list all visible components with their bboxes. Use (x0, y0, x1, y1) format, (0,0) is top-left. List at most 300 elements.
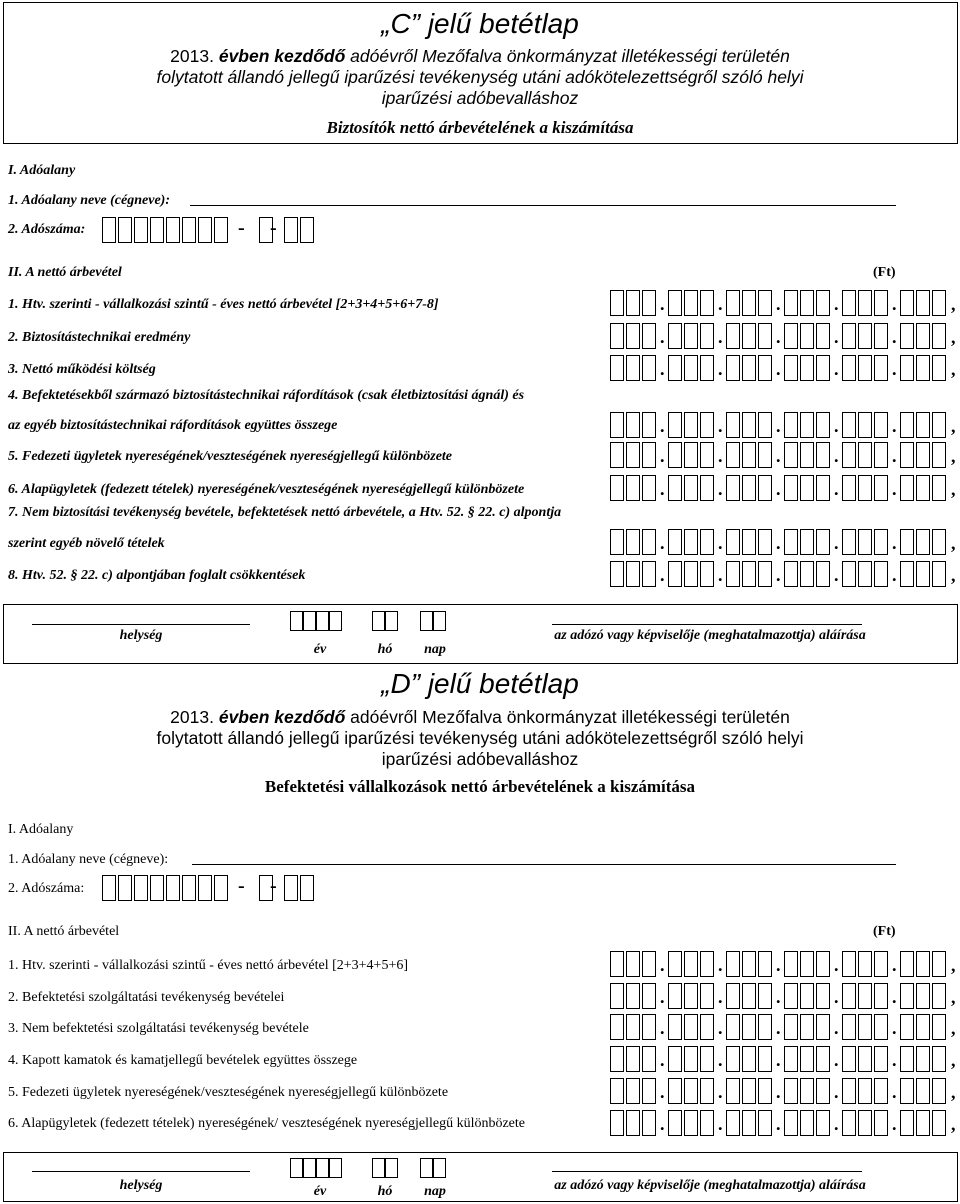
amount-digit-box[interactable] (610, 561, 624, 587)
amount-digit-box[interactable] (932, 1014, 946, 1040)
amount-digit-box[interactable] (874, 1014, 888, 1040)
amount-digit-box[interactable] (858, 1014, 872, 1040)
amount-digit-box[interactable] (610, 1014, 624, 1040)
amount-digit-box[interactable] (932, 529, 946, 555)
amount-digit-box[interactable] (626, 951, 640, 977)
amount-digit-box[interactable] (800, 290, 814, 316)
amount-digit-box[interactable] (758, 323, 772, 349)
amount-digit-box[interactable] (900, 412, 914, 438)
amount-digit-box[interactable] (642, 442, 656, 468)
amount-digit-box[interactable] (858, 355, 872, 381)
taxno-digit-box[interactable] (182, 217, 196, 243)
amount-digit-box[interactable] (858, 1078, 872, 1104)
taxno-digit-box[interactable] (134, 875, 148, 901)
taxno-digit-box[interactable] (102, 875, 116, 901)
amount-digit-box[interactable] (626, 1078, 640, 1104)
amount-digit-box[interactable] (684, 355, 698, 381)
amount-digit-box[interactable] (874, 1110, 888, 1136)
amount-digit-box[interactable] (758, 355, 772, 381)
amount-digit-box[interactable] (610, 983, 624, 1009)
amount-digit-box[interactable] (642, 1014, 656, 1040)
amount-digit-box[interactable] (800, 1110, 814, 1136)
c-name-field[interactable] (190, 205, 896, 206)
amount-digit-box[interactable] (742, 561, 756, 587)
amount-digit-box[interactable] (800, 561, 814, 587)
amount-digit-box[interactable] (916, 1046, 930, 1072)
amount-digit-box[interactable] (610, 529, 624, 555)
amount-digit-box[interactable] (816, 561, 830, 587)
amount-digit-box[interactable] (684, 323, 698, 349)
amount-digit-box[interactable] (700, 290, 714, 316)
amount-digit-box[interactable] (742, 1014, 756, 1040)
taxno-digit-box[interactable] (214, 217, 228, 243)
d-place-line[interactable] (32, 1171, 250, 1172)
amount-digit-box[interactable] (726, 323, 740, 349)
amount-digit-box[interactable] (684, 951, 698, 977)
amount-digit-box[interactable] (816, 1110, 830, 1136)
amount-digit-box[interactable] (932, 323, 946, 349)
amount-digit-box[interactable] (742, 1078, 756, 1104)
amount-digit-box[interactable] (726, 290, 740, 316)
amount-digit-box[interactable] (668, 290, 682, 316)
amount-digit-box[interactable] (726, 442, 740, 468)
amount-digit-box[interactable] (874, 1046, 888, 1072)
amount-digit-box[interactable] (684, 561, 698, 587)
amount-digit-box[interactable] (900, 355, 914, 381)
amount-digit-box[interactable] (900, 475, 914, 501)
amount-digit-box[interactable] (900, 951, 914, 977)
amount-thousands-dot: . (892, 955, 897, 975)
amount-digit-box[interactable] (784, 1078, 798, 1104)
amount-digit-box[interactable] (700, 1046, 714, 1072)
amount-digit-box[interactable] (642, 1078, 656, 1104)
date-month-box[interactable] (372, 1158, 385, 1178)
amount-digit-box[interactable] (684, 1046, 698, 1072)
amount-digit-box[interactable] (700, 1014, 714, 1040)
amount-digit-box[interactable] (610, 355, 624, 381)
amount-digit-box[interactable] (610, 475, 624, 501)
amount-digit-box[interactable] (642, 1046, 656, 1072)
amount-digit-box[interactable] (758, 1014, 772, 1040)
amount-digit-box[interactable] (842, 983, 856, 1009)
amount-digit-box[interactable] (700, 529, 714, 555)
amount-digit-box[interactable] (900, 1110, 914, 1136)
amount-digit-box[interactable] (916, 323, 930, 349)
amount-digit-box[interactable] (842, 1046, 856, 1072)
taxno-digit-box[interactable] (102, 217, 116, 243)
c-signature-line[interactable] (552, 624, 862, 625)
amount-digit-box[interactable] (610, 323, 624, 349)
amount-digit-box[interactable] (684, 983, 698, 1009)
amount-digit-box[interactable] (642, 529, 656, 555)
amount-digit-box[interactable] (742, 951, 756, 977)
amount-digit-box[interactable] (900, 1046, 914, 1072)
amount-digit-box[interactable] (700, 412, 714, 438)
amount-digit-box[interactable] (916, 983, 930, 1009)
amount-digit-box[interactable] (726, 475, 740, 501)
amount-digit-box[interactable] (816, 1046, 830, 1072)
amount-digit-box[interactable] (610, 951, 624, 977)
amount-digit-box[interactable] (626, 412, 640, 438)
amount-digit-box[interactable] (816, 412, 830, 438)
taxno-digit-box[interactable] (284, 217, 298, 243)
amount-digit-box[interactable] (726, 561, 740, 587)
amount-digit-box[interactable] (642, 1110, 656, 1136)
date-day-box[interactable] (420, 1158, 433, 1178)
amount-digit-box[interactable] (800, 1046, 814, 1072)
amount-digit-box[interactable] (932, 355, 946, 381)
amount-digit-box[interactable] (842, 323, 856, 349)
amount-digit-box[interactable] (742, 412, 756, 438)
amount-digit-box[interactable] (874, 412, 888, 438)
d-name-field[interactable] (192, 864, 896, 865)
amount-digit-box[interactable] (916, 561, 930, 587)
amount-digit-box[interactable] (700, 983, 714, 1009)
amount-digit-box[interactable] (784, 951, 798, 977)
amount-digit-box[interactable] (668, 561, 682, 587)
amount-digit-box[interactable] (742, 1110, 756, 1136)
amount-digit-box[interactable] (726, 529, 740, 555)
amount-digit-box[interactable] (842, 1110, 856, 1136)
amount-digit-box[interactable] (784, 442, 798, 468)
amount-digit-box[interactable] (900, 983, 914, 1009)
amount-digit-box[interactable] (758, 1078, 772, 1104)
taxno-digit-box[interactable] (198, 217, 212, 243)
amount-digit-box[interactable] (626, 561, 640, 587)
amount-digit-box[interactable] (816, 529, 830, 555)
amount-digit-box[interactable] (858, 323, 872, 349)
date-month-box[interactable] (385, 611, 398, 631)
amount-digit-box[interactable] (758, 290, 772, 316)
amount-digit-box[interactable] (874, 475, 888, 501)
amount-digit-box[interactable] (642, 323, 656, 349)
amount-digit-box[interactable] (758, 1110, 772, 1136)
amount-digit-box[interactable] (842, 1014, 856, 1040)
amount-digit-box[interactable] (668, 1014, 682, 1040)
amount-digit-box[interactable] (758, 475, 772, 501)
amount-digit-box[interactable] (784, 1046, 798, 1072)
amount-digit-box[interactable] (932, 1078, 946, 1104)
amount-digit-box[interactable] (900, 561, 914, 587)
amount-digit-box[interactable] (726, 951, 740, 977)
amount-digit-box[interactable] (742, 355, 756, 381)
amount-digit-box[interactable] (668, 323, 682, 349)
amount-digit-box[interactable] (642, 475, 656, 501)
amount-digit-box[interactable] (916, 951, 930, 977)
amount-digit-box[interactable] (668, 1046, 682, 1072)
amount-digit-box[interactable] (758, 442, 772, 468)
date-year-box[interactable] (303, 611, 316, 631)
amount-digit-box[interactable] (700, 323, 714, 349)
amount-digit-box[interactable] (932, 1110, 946, 1136)
amount-digit-box[interactable] (610, 412, 624, 438)
amount-digit-box[interactable] (668, 442, 682, 468)
amount-digit-box[interactable] (916, 290, 930, 316)
amount-digit-box[interactable] (900, 442, 914, 468)
amount-digit-box[interactable] (626, 1110, 640, 1136)
amount-digit-box[interactable] (800, 412, 814, 438)
taxno-digit-box[interactable] (150, 875, 164, 901)
amount-digit-box[interactable] (726, 983, 740, 1009)
amount-digit-box[interactable] (684, 412, 698, 438)
amount-digit-box[interactable] (742, 1046, 756, 1072)
amount-digit-box[interactable] (816, 1078, 830, 1104)
amount-digit-box[interactable] (900, 1078, 914, 1104)
amount-digit-box[interactable] (784, 983, 798, 1009)
amount-digit-box[interactable] (916, 1110, 930, 1136)
amount-digit-box[interactable] (816, 475, 830, 501)
amount-digit-box[interactable] (610, 290, 624, 316)
amount-digit-box[interactable] (858, 951, 872, 977)
amount-digit-box[interactable] (726, 1078, 740, 1104)
amount-digit-box[interactable] (900, 1014, 914, 1040)
date-year-box[interactable] (290, 1158, 303, 1178)
amount-digit-box[interactable] (668, 951, 682, 977)
amount-digit-box[interactable] (684, 290, 698, 316)
amount-digit-box[interactable] (800, 1014, 814, 1040)
amount-digit-box[interactable] (626, 290, 640, 316)
amount-digit-box[interactable] (800, 951, 814, 977)
date-day-box[interactable] (433, 611, 446, 631)
amount-digit-box[interactable] (916, 442, 930, 468)
amount-digit-box[interactable] (932, 1046, 946, 1072)
amount-digit-box[interactable] (842, 355, 856, 381)
amount-digit-box[interactable] (784, 475, 798, 501)
taxno-digit-box[interactable] (118, 217, 132, 243)
taxno-digit-box[interactable] (150, 217, 164, 243)
amount-digit-box[interactable] (842, 561, 856, 587)
amount-digit-box[interactable] (874, 290, 888, 316)
taxno-digit-box[interactable] (182, 875, 196, 901)
amount-digit-box[interactable] (668, 1078, 682, 1104)
amount-digit-box[interactable] (842, 290, 856, 316)
amount-digit-box[interactable] (668, 983, 682, 1009)
amount-digit-box[interactable] (742, 290, 756, 316)
amount-digit-box[interactable] (842, 475, 856, 501)
amount-digit-box[interactable] (626, 442, 640, 468)
amount-digit-box[interactable] (668, 355, 682, 381)
taxno-digit-box[interactable] (166, 875, 180, 901)
amount-digit-box[interactable] (700, 475, 714, 501)
amount-digit-box[interactable] (668, 412, 682, 438)
amount-digit-box[interactable] (758, 412, 772, 438)
amount-digit-box[interactable] (900, 529, 914, 555)
amount-digit-box[interactable] (668, 1110, 682, 1136)
amount-digit-box[interactable] (874, 951, 888, 977)
date-day-box[interactable] (433, 1158, 446, 1178)
amount-digit-box[interactable] (800, 323, 814, 349)
amount-digit-box[interactable] (626, 323, 640, 349)
amount-digit-box[interactable] (784, 1014, 798, 1040)
amount-digit-box[interactable] (668, 529, 682, 555)
amount-digit-box[interactable] (668, 475, 682, 501)
amount-digit-box[interactable] (642, 983, 656, 1009)
amount-digit-box[interactable] (742, 475, 756, 501)
date-year-box[interactable] (329, 611, 342, 631)
amount-digit-box[interactable] (610, 1078, 624, 1104)
amount-digit-box[interactable] (784, 529, 798, 555)
amount-digit-box[interactable] (784, 323, 798, 349)
amount-digit-box[interactable] (784, 412, 798, 438)
amount-digit-box[interactable] (684, 475, 698, 501)
amount-digit-box[interactable] (700, 1110, 714, 1136)
amount-digit-box[interactable] (916, 355, 930, 381)
amount-digit-box[interactable] (842, 412, 856, 438)
date-year-box[interactable] (316, 1158, 329, 1178)
amount-digit-box[interactable] (700, 561, 714, 587)
amount-digit-box[interactable] (610, 1110, 624, 1136)
d-signature-line[interactable] (552, 1171, 862, 1172)
amount-digit-box[interactable] (858, 290, 872, 316)
date-year-box[interactable] (316, 611, 329, 631)
amount-digit-box[interactable] (726, 1014, 740, 1040)
amount-digit-box[interactable] (684, 529, 698, 555)
date-day-box[interactable] (420, 611, 433, 631)
amount-digit-box[interactable] (684, 1078, 698, 1104)
taxno-digit-box[interactable] (284, 875, 298, 901)
amount-digit-box[interactable] (874, 355, 888, 381)
amount-digit-box[interactable] (858, 442, 872, 468)
amount-digit-box[interactable] (816, 355, 830, 381)
amount-digit-box[interactable] (858, 983, 872, 1009)
taxno-digit-box[interactable] (134, 217, 148, 243)
amount-digit-box[interactable] (784, 290, 798, 316)
date-month-box[interactable] (385, 1158, 398, 1178)
amount-digit-box[interactable] (874, 1078, 888, 1104)
amount-digit-box[interactable] (816, 951, 830, 977)
amount-digit-box[interactable] (858, 1110, 872, 1136)
amount-digit-box[interactable] (610, 442, 624, 468)
amount-digit-box[interactable] (700, 1078, 714, 1104)
amount-digit-box[interactable] (610, 1046, 624, 1072)
amount-digit-box[interactable] (784, 1110, 798, 1136)
amount-digit-box[interactable] (858, 475, 872, 501)
amount-digit-box[interactable] (642, 355, 656, 381)
amount-digit-box[interactable] (932, 290, 946, 316)
amount-digit-box[interactable] (900, 323, 914, 349)
taxno-digit-box[interactable] (300, 875, 314, 901)
amount-digit-box[interactable] (742, 323, 756, 349)
amount-digit-box[interactable] (816, 1014, 830, 1040)
amount-digit-box[interactable] (932, 475, 946, 501)
amount-digit-box[interactable] (816, 983, 830, 1009)
amount-digit-box[interactable] (932, 983, 946, 1009)
amount-digit-box[interactable] (626, 1014, 640, 1040)
amount-digit-box[interactable] (784, 355, 798, 381)
date-year-box[interactable] (303, 1158, 316, 1178)
amount-digit-box[interactable] (742, 529, 756, 555)
amount-digit-box[interactable] (758, 561, 772, 587)
d-taxno-label: 2. Adószáma: (8, 881, 85, 896)
amount-digit-box[interactable] (858, 529, 872, 555)
amount-digit-box[interactable] (858, 412, 872, 438)
amount-digit-box[interactable] (642, 412, 656, 438)
amount-digit-box[interactable] (816, 290, 830, 316)
amount-digit-box[interactable] (742, 442, 756, 468)
amount-digit-box[interactable] (800, 529, 814, 555)
amount-digit-box[interactable] (932, 412, 946, 438)
amount-digit-box[interactable] (874, 983, 888, 1009)
amount-digit-box[interactable] (626, 475, 640, 501)
amount-digit-box[interactable] (800, 355, 814, 381)
amount-digit-box[interactable] (726, 412, 740, 438)
taxno-digit-box[interactable] (198, 875, 212, 901)
amount-digit-box[interactable] (800, 1078, 814, 1104)
amount-digit-box[interactable] (684, 442, 698, 468)
amount-digit-box[interactable] (800, 442, 814, 468)
amount-digit-box[interactable] (642, 561, 656, 587)
amount-digit-box[interactable] (916, 1014, 930, 1040)
taxno-digit-box[interactable] (118, 875, 132, 901)
date-year-box[interactable] (290, 611, 303, 631)
amount-digit-box[interactable] (684, 1110, 698, 1136)
c-unit: (Ft) (873, 265, 896, 280)
amount-digit-box[interactable] (784, 561, 798, 587)
amount-digit-box[interactable] (816, 442, 830, 468)
amount-digit-box[interactable] (842, 951, 856, 977)
amount-digit-box[interactable] (932, 561, 946, 587)
amount-digit-box[interactable] (726, 1110, 740, 1136)
amount-digit-box[interactable] (758, 951, 772, 977)
c-place-line[interactable] (32, 624, 250, 625)
amount-digit-box[interactable] (932, 442, 946, 468)
amount-digit-box[interactable] (800, 475, 814, 501)
amount-digit-box[interactable] (842, 529, 856, 555)
amount-digit-box[interactable] (874, 323, 888, 349)
amount-digit-box[interactable] (758, 983, 772, 1009)
amount-digit-box[interactable] (700, 951, 714, 977)
amount-digit-box[interactable] (684, 1014, 698, 1040)
amount-digit-box[interactable] (858, 1046, 872, 1072)
amount-digit-box[interactable] (874, 561, 888, 587)
date-month-box[interactable] (372, 611, 385, 631)
amount-digit-box[interactable] (726, 1046, 740, 1072)
amount-digit-box[interactable] (700, 442, 714, 468)
amount-digit-box[interactable] (916, 412, 930, 438)
amount-digit-box[interactable] (700, 355, 714, 381)
amount-digit-box[interactable] (726, 355, 740, 381)
amount-digit-box[interactable] (742, 983, 756, 1009)
amount-digit-box[interactable] (916, 1078, 930, 1104)
amount-digit-box[interactable] (626, 1046, 640, 1072)
amount-digit-box[interactable] (758, 529, 772, 555)
amount-digit-box[interactable] (816, 323, 830, 349)
amount-digit-box[interactable] (874, 442, 888, 468)
amount-digit-box[interactable] (916, 475, 930, 501)
c-row-4b: az egyéb biztosítástechnikai ráfordítások együttes összege (8, 418, 338, 433)
amount-digit-box[interactable] (874, 529, 888, 555)
amount-digit-box[interactable] (842, 1078, 856, 1104)
amount-thousands-dot: . (834, 1050, 839, 1070)
date-year-box[interactable] (329, 1158, 342, 1178)
amount-digit-box[interactable] (626, 355, 640, 381)
taxno-digit-box[interactable] (214, 875, 228, 901)
amount-digit-box[interactable] (916, 529, 930, 555)
amount-digit-box[interactable] (800, 983, 814, 1009)
amount-digit-box[interactable] (626, 529, 640, 555)
amount-digit-box[interactable] (858, 561, 872, 587)
amount-digit-box[interactable] (932, 951, 946, 977)
amount-digit-box[interactable] (842, 442, 856, 468)
amount-digit-box[interactable] (626, 983, 640, 1009)
taxno-digit-box[interactable] (300, 217, 314, 243)
c-row-4a: 4. Befektetésekből származó biztosítástechnikai ráfordítások (csak életbiztosítási ágnál) és (8, 388, 525, 403)
amount-digit-box[interactable] (900, 290, 914, 316)
amount-digit-box[interactable] (758, 1046, 772, 1072)
amount-digit-box[interactable] (642, 290, 656, 316)
amount-digit-box[interactable] (642, 951, 656, 977)
taxno-digit-box[interactable] (166, 217, 180, 243)
